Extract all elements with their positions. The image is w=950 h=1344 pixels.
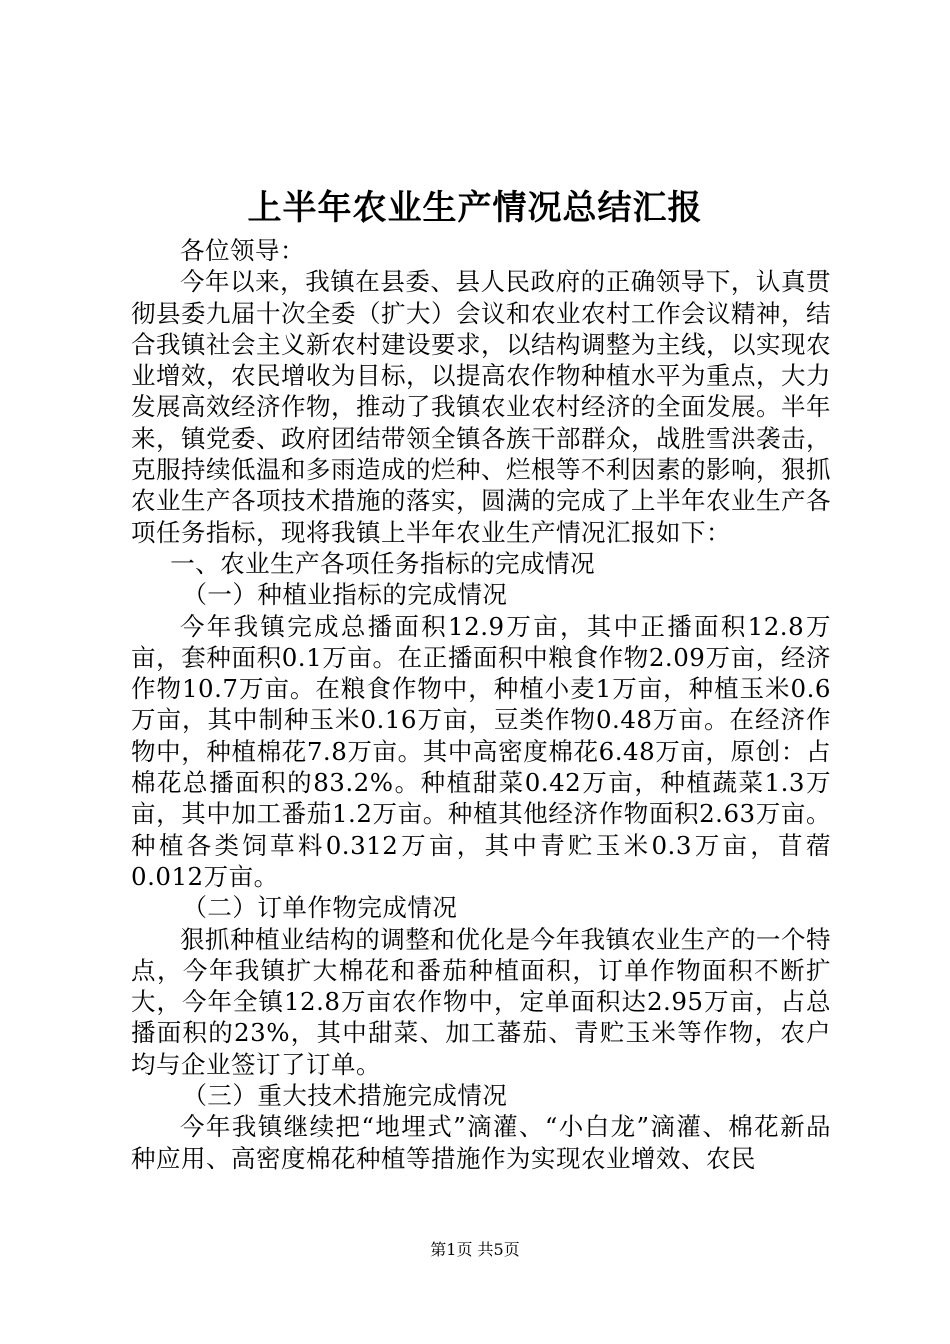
section-heading-1: 一、农业生产各项任务指标的完成情况	[170, 548, 596, 578]
subsection-heading-3: （三）重大技术措施完成情况	[182, 1081, 508, 1111]
planting-paragraph: 今年我镇完成总播面积12.9万亩，其中正播面积12.8万亩，套种面积0.1万亩。在正播面积中粮食作物2.09万亩，经济作物10.7万亩。在粮食作物中，种植小麦1万亩，种植玉米0.6万亩，其中制种玉米0.16万亩，豆类作物0.48万亩。在经济作物中，种植棉花7.8万亩。其中高密度棉花6.48万亩，原创：占棉花总播面积的83.2%。种植甜菜0.42万亩，种植蔬菜1.3万亩，其中加工番茄1.2万亩。种植其他经济作物面积2.63万亩。种植各类饲草料0.312万亩，其中青贮玉米0.3万亩，苜蓿0.012万亩。	[131, 611, 831, 891]
salutation: 各位领导：	[180, 236, 305, 265]
tech-measures-paragraph: 今年我镇继续把“地埋式”滴灌、“小白龙”滴灌、棉花新品种应用、高密度棉花种植等措施作为实现农业增效、农民	[131, 1112, 831, 1173]
subsection-heading-2: （二）订单作物完成情况	[182, 893, 458, 923]
document-body	[131, 235, 831, 1174]
document-title: 上半年农业生产情况总结汇报	[247, 188, 703, 228]
subsection-heading-1: （一）种植业指标的完成情况	[182, 580, 508, 610]
page-footer: 第1页 共5页	[430, 1240, 520, 1259]
intro-paragraph: 今年以来，我镇在县委、县人民政府的正确领导下，认真贯彻县委九届十次全委（扩大）会议和农业农村工作会议精神，结合我镇社会主义新农村建设要求，以结构调整为主线，以实现农业增效，农民增收为目标，以提高农作物种植水平为重点，大力发展高效经济作物，推动了我镇农业农村经济的全面发展。半年来，镇党委、政府团结带领全镇各族干部群众，战胜雪洪袭击，克服持续低温和多雨造成的烂种、烂根等不利因素的影响，狠抓农业生产各项技术措施的落实，圆满的完成了上半年农业生产各项任务指标，现将我镇上半年农业生产情况汇报如下：	[131, 267, 831, 547]
order-crops-paragraph: 狠抓种植业结构的调整和优化是今年我镇农业生产的一个特点，今年我镇扩大棉花和番茄种植面积，订单作物面积不断扩大，今年全镇12.8万亩农作物中，定单面积达2.95万亩，占总播面积的23%，其中甜菜、加工蕃茄、青贮玉米等作物，农户均与企业签订了订单。	[131, 924, 831, 1079]
